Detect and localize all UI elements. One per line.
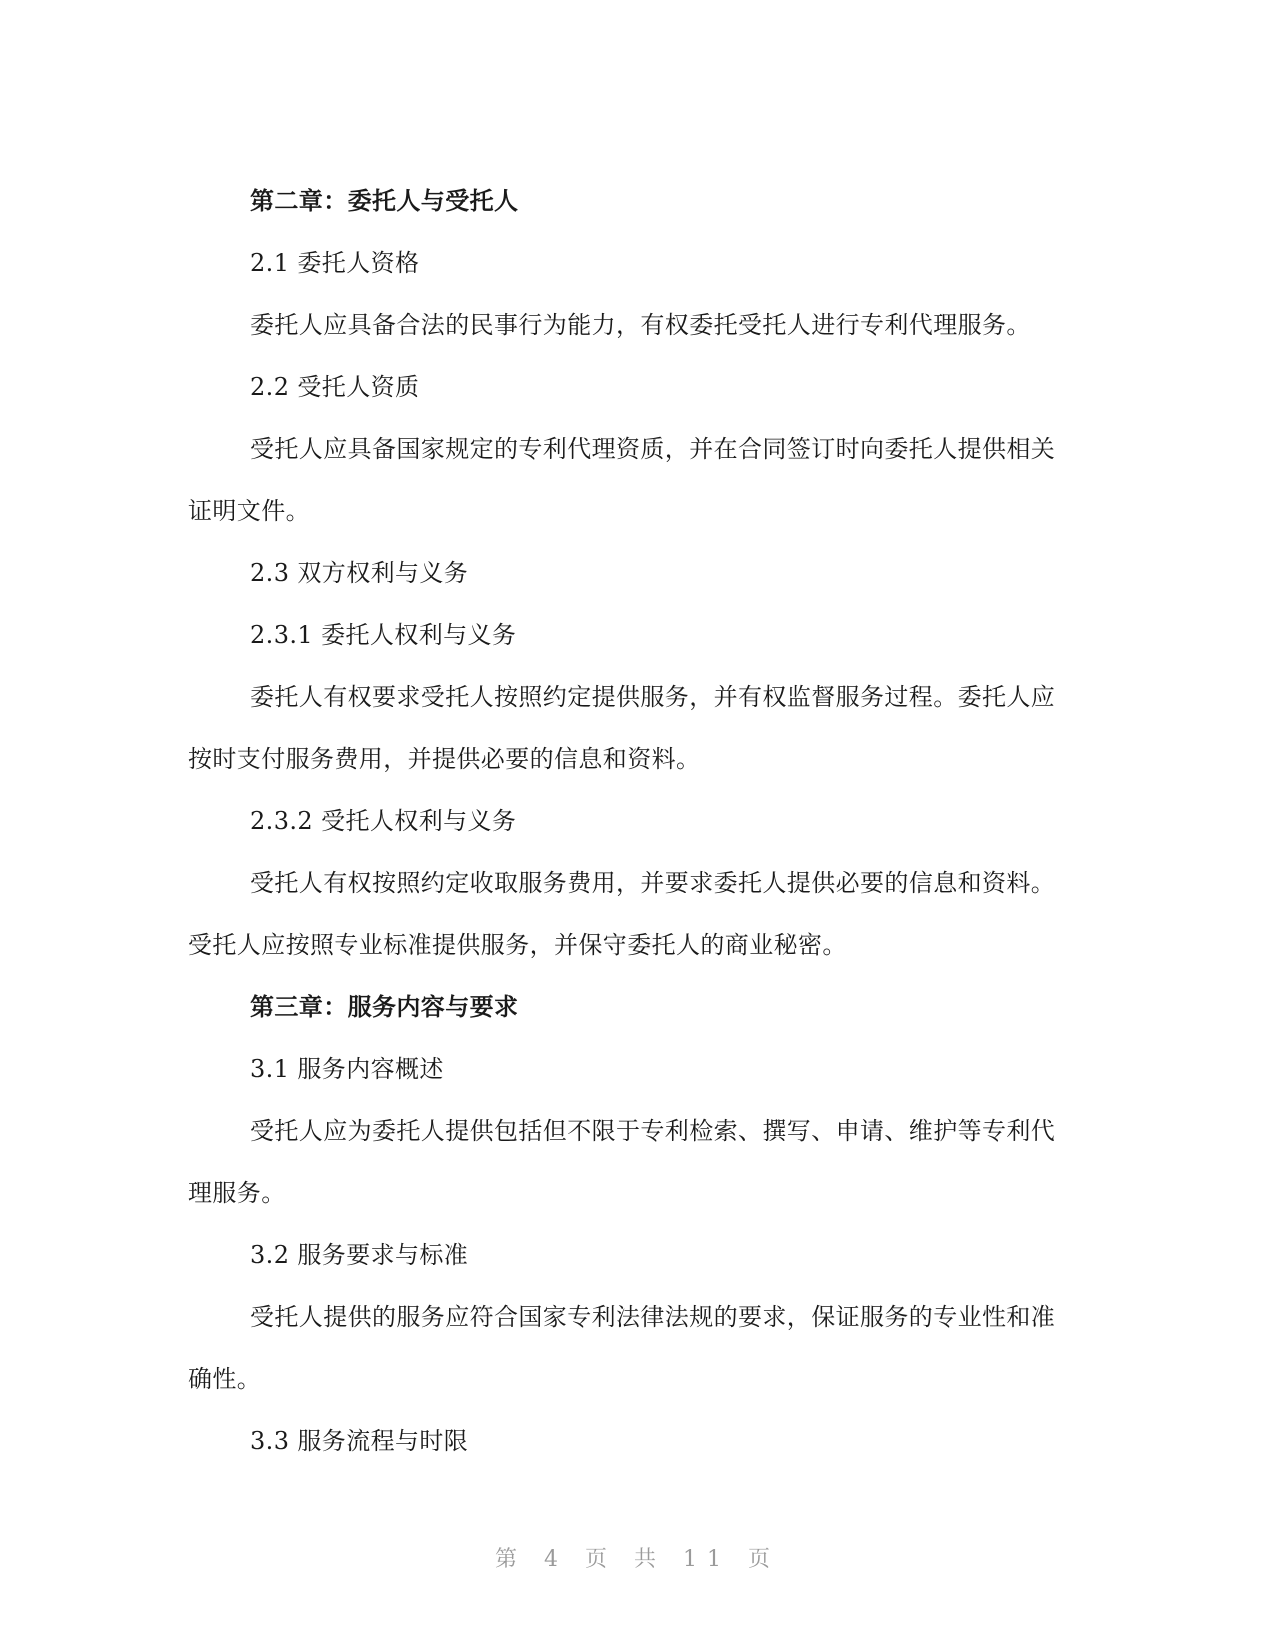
chapter-3-heading: 第三章：服务内容与要求 [250, 993, 519, 1021]
paragraph-line: 受托人有权按照约定收取服务费用，并要求委托人提供必要的信息和资料。 [250, 869, 1056, 897]
paragraph-line: 理服务。 [188, 1179, 286, 1207]
chapter-2-heading: 第二章：委托人与受托人 [250, 187, 519, 215]
paragraph-line: 委托人应具备合法的民事行为能力，有权委托受托人进行专利代理服务。 [250, 311, 1031, 339]
paragraph-line: 受托人提供的服务应符合国家专利法律法规的要求，保证服务的专业性和准 [250, 1303, 1056, 1331]
section-2-3-2-title: 2.3.2 受托人权利与义务 [250, 807, 517, 835]
page-number-footer: 第 4 页 共 11 页 [495, 1547, 780, 1572]
paragraph-line: 确性。 [188, 1365, 262, 1393]
section-2-2-title: 2.2 受托人资质 [250, 373, 420, 401]
section-2-1-title: 2.1 委托人资格 [250, 249, 420, 277]
section-2-3-title: 2.3 双方权利与义务 [250, 559, 469, 587]
section-3-3-title: 3.3 服务流程与时限 [250, 1427, 469, 1455]
section-3-1-title: 3.1 服务内容概述 [250, 1055, 444, 1083]
paragraph-line: 受托人应为委托人提供包括但不限于专利检索、撰写、申请、维护等专利代 [250, 1117, 1056, 1145]
document-body [188, 170, 1078, 1472]
paragraph-line: 受托人应具备国家规定的专利代理资质，并在合同签订时向委托人提供相关 [250, 435, 1056, 463]
paragraph-line: 受托人应按照专业标准提供服务，并保守委托人的商业秘密。 [188, 931, 847, 959]
paragraph-line: 证明文件。 [188, 497, 310, 525]
section-3-2-title: 3.2 服务要求与标准 [250, 1241, 469, 1269]
paragraph-line: 委托人有权要求受托人按照约定提供服务，并有权监督服务过程。委托人应 [250, 683, 1056, 711]
section-2-3-1-title: 2.3.1 委托人权利与义务 [250, 621, 517, 649]
paragraph-line: 按时支付服务费用，并提供必要的信息和资料。 [188, 745, 701, 773]
